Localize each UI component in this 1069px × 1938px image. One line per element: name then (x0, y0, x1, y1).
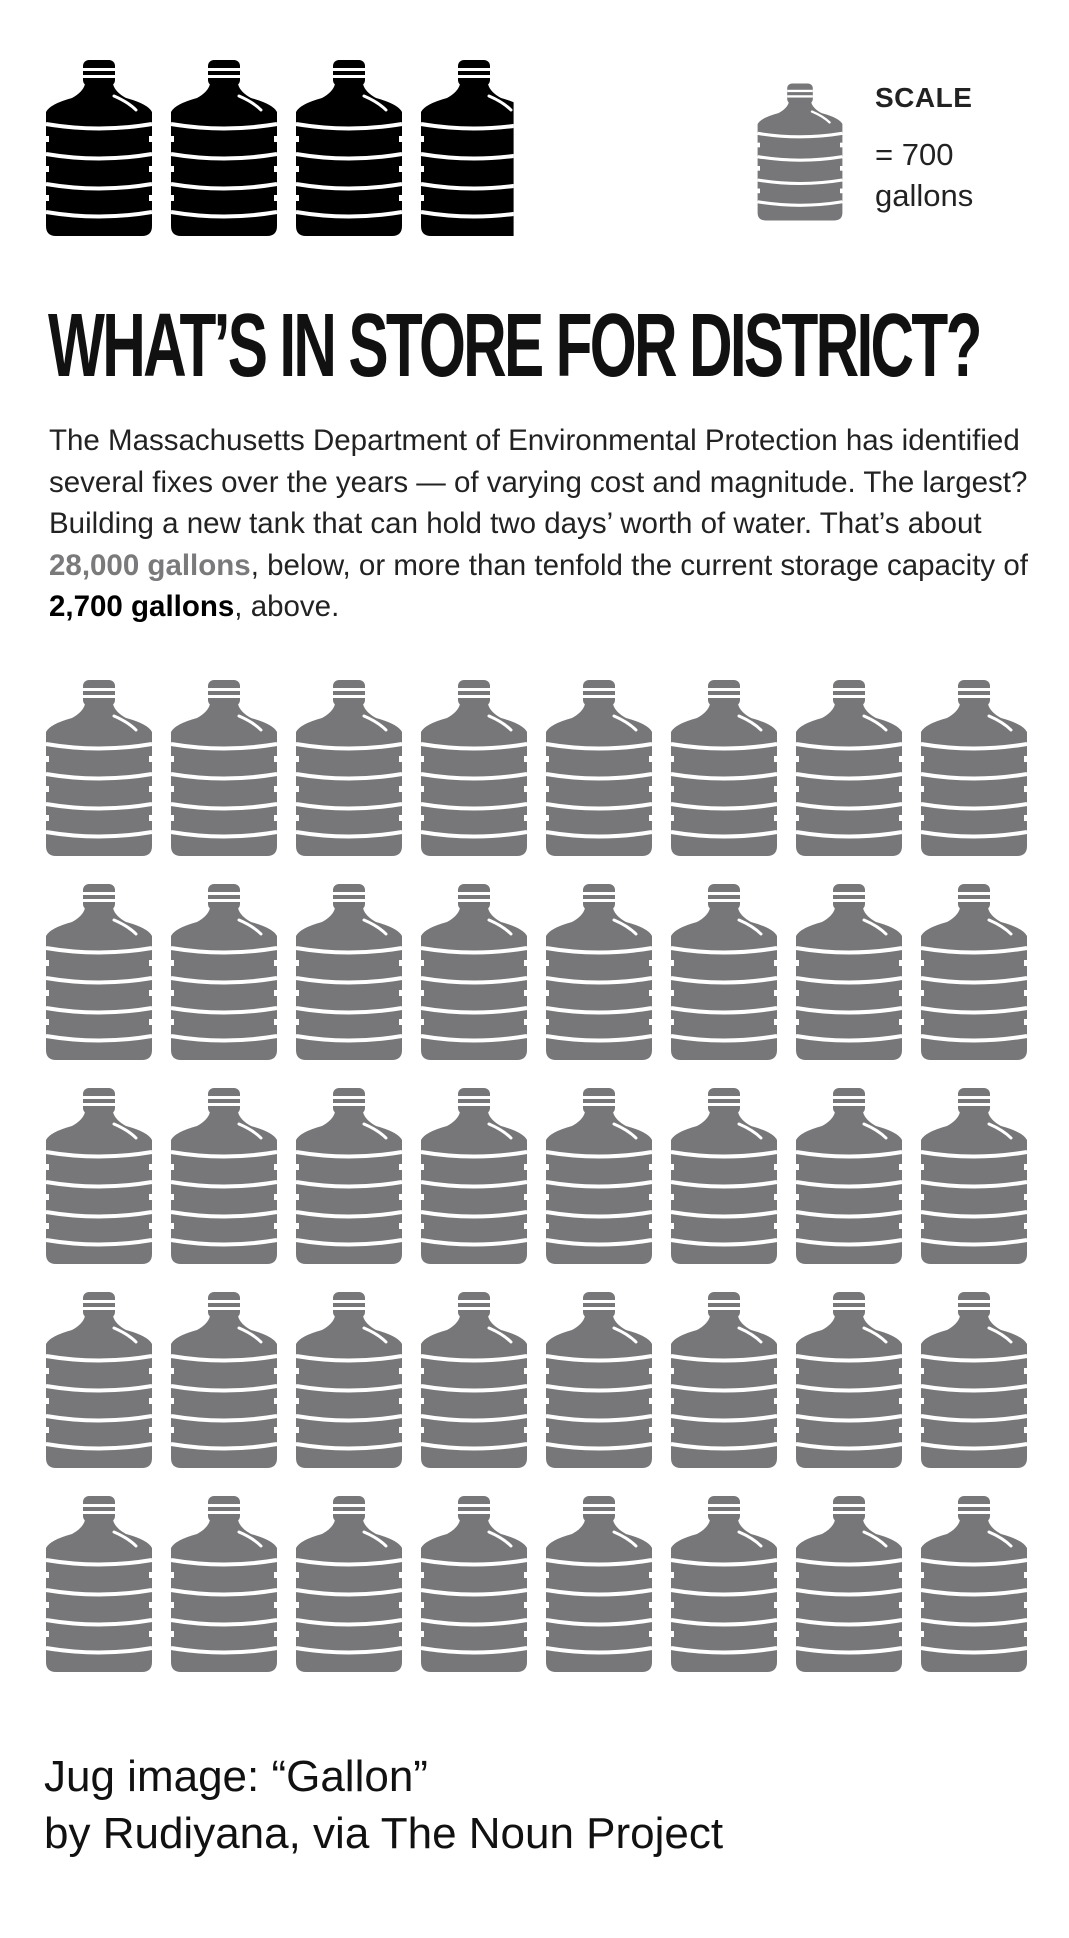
image-credit (44, 1748, 723, 1862)
credit-line-2: by Rudiyana, via The Noun Project (44, 1809, 724, 1858)
credit-line-1: Jug image: “Gallon” (44, 1752, 428, 1801)
proposed-jug-22 (669, 1088, 779, 1264)
proposed-jug-29 (544, 1292, 654, 1468)
proposed-jug-1 (44, 680, 154, 856)
proposed-jug-20 (419, 1088, 529, 1264)
highlight-current: 2,700 gallons (49, 590, 235, 623)
proposed-jug-2 (169, 680, 279, 856)
body-text-2: , below, or more than tenfold the current storage capacity of (250, 548, 1028, 582)
proposed-jug-10 (169, 884, 279, 1060)
current-jug-3 (294, 60, 404, 236)
proposed-jug-24 (919, 1088, 1029, 1264)
proposed-jug-23 (794, 1088, 904, 1264)
proposed-jug-8 (919, 680, 1029, 856)
body-text-3: , above. (234, 590, 340, 623)
proposed-jug-13 (544, 884, 654, 1060)
proposed-jug-19 (294, 1088, 404, 1264)
proposed-jug-5 (544, 680, 654, 856)
body-text-1: The Massachusetts Department of Environmental Protection has identified several fixes over the years — of varying cost and magnitude. The largest? Building a new tank that can hold two days’ worth of water. That’s about (49, 424, 1028, 540)
proposed-jug-31 (794, 1292, 904, 1468)
scale-unit: gallons (875, 178, 974, 213)
current-jug-4 (419, 60, 529, 236)
proposed-jug-9 (44, 884, 154, 1060)
proposed-jug-6 (669, 680, 779, 856)
current-jug-2 (169, 60, 279, 236)
proposed-jug-14 (669, 884, 779, 1060)
proposed-jug-38 (669, 1496, 779, 1672)
proposed-jug-34 (169, 1496, 279, 1672)
current-jug-1 (44, 60, 154, 236)
scale-value: = 700 (875, 137, 954, 172)
proposed-jug-12 (419, 884, 529, 1060)
headline: WHAT’S IN STORE FOR DISTRICT? (48, 296, 980, 396)
scale-jug-icon (752, 80, 852, 225)
proposed-jug-33 (44, 1496, 154, 1672)
proposed-jug-32 (919, 1292, 1029, 1468)
scale-jug (756, 84, 844, 221)
scale-legend (875, 134, 1055, 216)
proposed-jug-4 (419, 680, 529, 856)
highlight-proposed: 28,000 gallons (49, 548, 251, 582)
proposed-jug-35 (294, 1496, 404, 1672)
proposed-jug-28 (419, 1292, 529, 1468)
proposed-jug-16 (919, 884, 1029, 1060)
proposed-jug-7 (794, 680, 904, 856)
proposed-jug-30 (669, 1292, 779, 1468)
proposed-jug-11 (294, 884, 404, 1060)
proposed-jug-27 (294, 1292, 404, 1468)
current-capacity-jugs (44, 58, 544, 243)
scale-title: SCALE (875, 82, 973, 113)
proposed-jug-21 (544, 1088, 654, 1264)
proposed-jug-39 (794, 1496, 904, 1672)
proposed-jug-15 (794, 884, 904, 1060)
proposed-jug-26 (169, 1292, 279, 1468)
proposed-capacity-jugs (44, 678, 1034, 1688)
proposed-jug-18 (169, 1088, 279, 1264)
proposed-jug-17 (44, 1088, 154, 1264)
body-paragraph (49, 420, 1034, 628)
proposed-jug-37 (544, 1496, 654, 1672)
proposed-jug-36 (419, 1496, 529, 1672)
proposed-jug-3 (294, 680, 404, 856)
proposed-jug-25 (44, 1292, 154, 1468)
proposed-jug-40 (919, 1496, 1029, 1672)
